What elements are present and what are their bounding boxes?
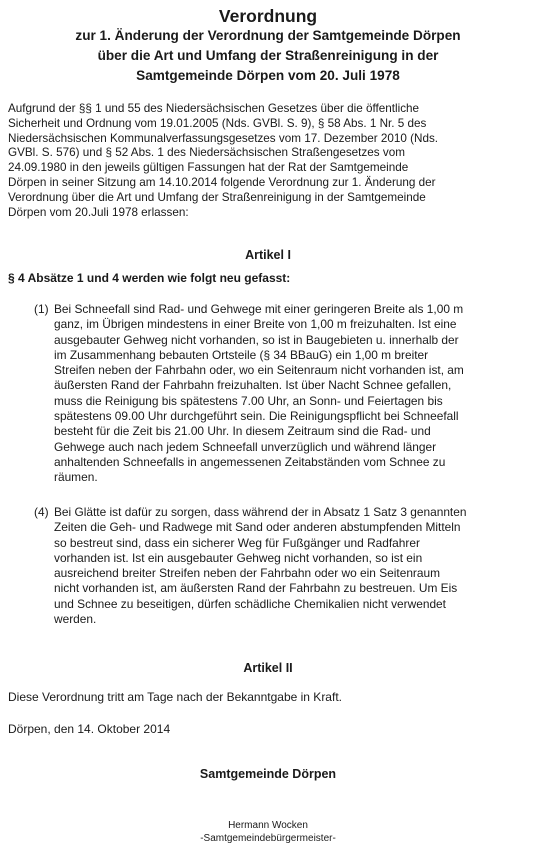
preamble-line: 24.09.1980 in den jeweils gültigen Fassungen hat der Rat der Samtgemeinde bbox=[8, 161, 409, 175]
paragraph-line: werden. bbox=[54, 612, 97, 627]
section-heading: § 4 Absätze 1 und 4 werden wie folgt neu gefasst: bbox=[8, 271, 291, 285]
paragraph-line: äußersten Rand der Fahrbahn freizuhalten. Ist über Nacht Schnee gefallen, bbox=[54, 378, 452, 393]
preamble bbox=[8, 102, 532, 220]
paragraph-line: Bei Schneefall sind Rad- und Gehwege mit einer geringeren Breite als 1,00 m bbox=[54, 302, 464, 316]
artikel-1-heading: Artikel I bbox=[245, 248, 291, 262]
paragraph-text bbox=[54, 505, 532, 627]
artikel-2-text: Diese Verordnung tritt am Tage nach der Bekanntgabe in Kraft. bbox=[8, 690, 342, 704]
paragraph-line: besteht für die Zeit bis 21.00 Uhr. In diesem Zeitraum sind die Rad- und bbox=[54, 424, 431, 439]
preamble-line: Dörpen in seiner Sitzung am 14.10.2014 folgende Verordnung zur 1. Änderung der bbox=[8, 175, 436, 189]
title-line-2: über die Art und Umfang der Straßenreinigung in der bbox=[97, 48, 439, 63]
artikel-2-heading: Artikel II bbox=[243, 661, 293, 675]
place-date: Dörpen, den 14. Oktober 2014 bbox=[8, 722, 171, 736]
preamble-line: Sicherheit und Ordnung vom 19.01.2005 (Nds. GVBl. S. 9), § 58 Abs. 1 Nr. 5 des bbox=[8, 116, 427, 130]
paragraph-line: im Zusammenhang bebauten Ortsteile (§ 34 BBauG) ein 1,00 m breiter bbox=[54, 347, 429, 362]
title-line-1: zur 1. Änderung der Verordnung der Samtgemeinde Dörpen bbox=[75, 28, 461, 43]
signature-org: Samtgemeinde Dörpen bbox=[199, 767, 337, 781]
paragraph-line: nicht vorhanden ist, am äußersten Rand der Fahrbahn zu bestreuen. Um Eis bbox=[54, 581, 458, 596]
paragraph-line: Gehwege auch nach jedem Schneefall unverzüglich und während länger bbox=[54, 439, 437, 454]
paragraph-line: Zeiten die Geh- und Radwege mit Sand oder anderen abstumpfenden Mitteln bbox=[54, 520, 461, 535]
paragraph-line: ausreichend breiter Streifen neben der Fahrbahn oder wo ein Seitenraum bbox=[54, 566, 441, 581]
preamble-line: Verordnung über die Art und Umfang der Straßenreinigung in der Samtgemeinde bbox=[8, 190, 426, 204]
paragraph-line: räumen. bbox=[54, 470, 98, 485]
paragraph-number: (4) bbox=[34, 505, 49, 519]
paragraph-line: vorhanden ist. Ist ein ausgebauter Gehweg nicht vorhanden, so ist ein bbox=[54, 550, 423, 565]
preamble-line: GVBl. S. 576) und § 52 Abs. 1 des Niedersächsischen Straßengesetzes vom bbox=[8, 146, 405, 160]
signatory-role: -Samtgemeindebürgermeister- bbox=[200, 833, 336, 844]
preamble-line: Dörpen vom 20.Juli 1978 erlassen: bbox=[8, 205, 189, 219]
signatory-name: Hermann Wocken bbox=[228, 820, 308, 831]
paragraph-number: (1) bbox=[34, 302, 49, 316]
paragraph-line: Streifen neben der Fahrbahn oder, wo ein Seitenraum nicht vorhanden ist, am bbox=[54, 363, 464, 378]
paragraph-line: ganz, im Übrigen mindestens in einer Breite von 1,00 m freizuhalten. Ist eine bbox=[54, 317, 457, 332]
document-title bbox=[0, 6, 536, 86]
paragraph-text bbox=[54, 302, 532, 486]
paragraph-line: anhaltenden Schneefalls in angemessenen Zeitabständen vom Schnee zu bbox=[54, 454, 446, 469]
paragraph-line: und Schnee zu beseitigen, dürfen schädliche Chemikalien nicht verwendet bbox=[54, 596, 446, 611]
paragraph-line: ausgebauter Gehweg nicht vorhanden, so ist in Baugebieten u. innerhalb der bbox=[54, 332, 459, 347]
paragraph-line: so bestreut sind, dass ein sicherer Weg für Fußgänger und Radfahrer bbox=[54, 535, 420, 550]
preamble-line: Niedersächsischen Kommunalverfassungsgesetzes vom 17. Dezember 2010 (Nds. bbox=[8, 131, 439, 145]
paragraph-line: spätestens 09.00 Uhr durchgeführt sein. Die Reinigungspflicht bei Schneefall bbox=[54, 409, 459, 424]
paragraph-line: muss die Reinigung bis spätestens 7.00 Uhr, an Sonn- und Feiertagen bis bbox=[54, 393, 443, 408]
paragraph-line: Bei Glätte ist dafür zu sorgen, dass während der in Absatz 1 Satz 3 genannten bbox=[54, 505, 467, 519]
title-main: Verordnung bbox=[218, 6, 318, 26]
title-line-3: Samtgemeinde Dörpen vom 20. Juli 1978 bbox=[136, 68, 400, 83]
preamble-line: Aufgrund der §§ 1 und 55 des Niedersächsischen Gesetzes über die öffentliche bbox=[8, 102, 420, 115]
